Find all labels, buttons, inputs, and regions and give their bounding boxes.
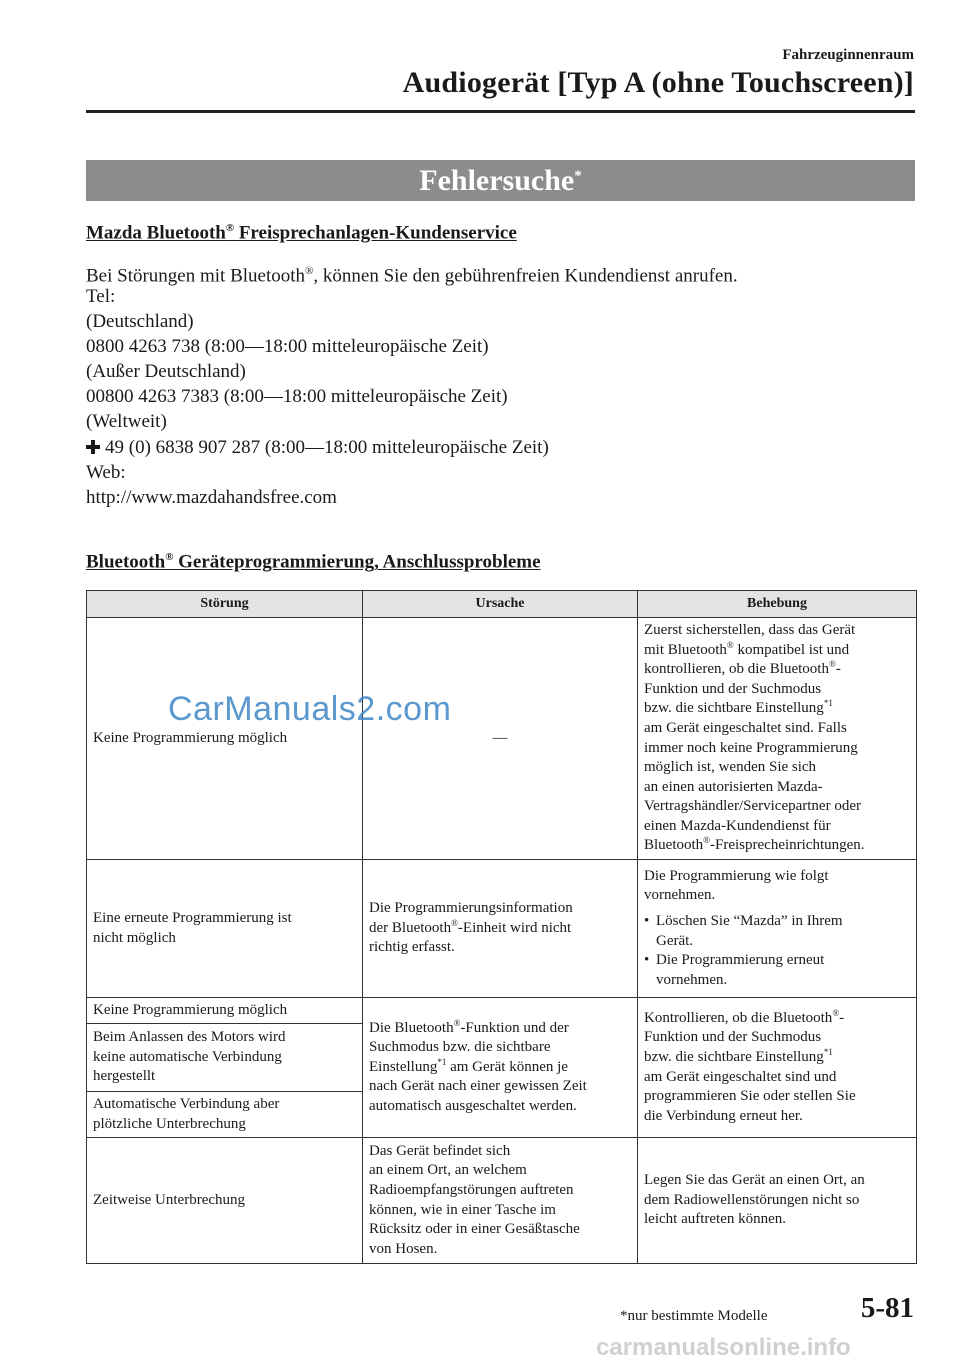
text-line: Die Bluetooth xyxy=(369,1019,454,1036)
text-line: -Freisprecheinrichtungen. xyxy=(710,837,865,854)
footnote-ref: *1 xyxy=(823,698,833,709)
text-line: Einstellung xyxy=(369,1058,438,1075)
de-number: 0800 4263 738 (8:00—18:00 mitteleuropäische Zeit) xyxy=(86,336,489,357)
row3-behebung xyxy=(638,998,917,1138)
intro-pre: Bei Störungen mit Bluetooth xyxy=(86,265,306,287)
text-line: Die Programmierung erneut xyxy=(656,952,825,969)
col-header-behebung: Behebung xyxy=(638,591,917,618)
reg-mark: ® xyxy=(453,1017,461,1028)
row3-stoerung-b xyxy=(87,1024,363,1092)
text-line: Kontrollieren, ob die Bluetooth xyxy=(644,1009,833,1026)
text-line: programmieren Sie oder stellen Sie xyxy=(644,1088,856,1105)
section-banner xyxy=(86,160,915,201)
service-heading-pre: Mazda Bluetooth xyxy=(86,222,226,244)
reg-mark: ® xyxy=(726,639,734,650)
text-line: bzw. die sichtbare Einstellung xyxy=(644,700,824,717)
world-label: (Weltweit) xyxy=(86,411,167,432)
page-title: Audiogerät [Typ A (ohne Touchscreen)] xyxy=(402,66,914,99)
reg-mark: ® xyxy=(165,551,174,563)
de-label: (Deutschland) xyxy=(86,311,194,332)
row2-stoerung xyxy=(87,860,363,998)
text-line: Die Programmierungsinformation xyxy=(369,900,573,917)
text-line: bzw. die sichtbare Einstellung xyxy=(644,1048,824,1065)
text-line: -Funktion und der xyxy=(460,1019,569,1036)
text-line: möglich ist, wenden Sie sich xyxy=(644,759,817,776)
row1-behebung xyxy=(638,618,917,860)
text-line: am Gerät eingeschaltet sind. Falls xyxy=(644,719,847,736)
table-row xyxy=(87,1138,917,1264)
reg-mark: ® xyxy=(832,1007,840,1018)
text-line: Zuerst sicherstellen, dass das Gerät xyxy=(644,621,856,638)
text-line: an einen autorisierten Mazda- xyxy=(644,778,823,795)
pairing-heading-post: Geräteprogrammierung, Anschlussprobleme xyxy=(173,551,541,573)
text-line: - xyxy=(835,661,841,678)
section-label: Fahrzeuginnenraum xyxy=(782,47,914,63)
watermark-online: carmanualsonline.info xyxy=(596,1334,851,1361)
service-intro xyxy=(86,259,738,288)
text-line: mit Bluetooth xyxy=(644,641,727,658)
table-row xyxy=(87,860,917,998)
web-url[interactable]: http://www.mazdahandsfree.com xyxy=(86,487,337,508)
text-line: Beim Anlassen des Motors wird xyxy=(93,1029,286,1046)
text-line: der Bluetooth xyxy=(369,919,452,936)
col-header-ursache: Ursache xyxy=(363,591,638,618)
row1-ursache: — xyxy=(363,618,638,860)
text-line: automatisch ausgeschaltet werden. xyxy=(369,1097,577,1114)
watermark-carmanuals: CarManuals2.com xyxy=(168,690,452,728)
text-line: Suchmodus bzw. die sichtbare xyxy=(369,1039,551,1056)
text-line: plötzliche Unterbrechung xyxy=(93,1115,246,1132)
text-line: -Einheit wird nicht xyxy=(457,919,572,936)
text-line: Funktion und der Suchmodus xyxy=(644,680,822,697)
text-line: Automatische Verbindung aber xyxy=(93,1095,280,1112)
text-line: Eine erneute Programmierung ist xyxy=(93,909,292,926)
row3-stoerung-a: Keine Programmierung möglich xyxy=(87,998,363,1024)
pairing-heading-pre: Bluetooth xyxy=(86,551,166,573)
text-line: keine automatische Verbindung xyxy=(93,1048,282,1065)
row4-behebung xyxy=(638,1138,917,1264)
text-line: können, wie in einer Tasche im xyxy=(369,1201,556,1218)
service-heading xyxy=(86,222,517,244)
banner-mark: * xyxy=(574,168,582,184)
row3-stoerung-c xyxy=(87,1092,363,1138)
text-line: vornehmen. xyxy=(656,971,728,988)
service-heading-post: Freisprechanlagen-Kundenservice xyxy=(234,222,517,244)
reg-mark: ® xyxy=(451,917,458,928)
pairing-heading xyxy=(86,551,541,573)
row1-stoerung: Keine Programmierung möglich xyxy=(87,618,363,860)
text-line: am Gerät können je xyxy=(446,1058,568,1075)
list-item xyxy=(644,951,910,990)
bullet-list xyxy=(644,912,910,990)
text-line: Löschen Sie “Mazda” in Ihrem xyxy=(656,912,843,929)
text-line: hergestellt xyxy=(93,1068,156,1085)
reg-mark: ® xyxy=(305,265,314,277)
text-line: immer noch keine Programmierung xyxy=(644,739,858,756)
row2-behebung xyxy=(638,860,917,998)
reg-mark: ® xyxy=(225,222,235,234)
text-line: nicht möglich xyxy=(93,929,176,946)
world-number: 49 (0) 6838 907 287 (8:00—18:00 mitteleuropäische Zeit) xyxy=(105,437,549,458)
intro-post: , können Sie den gebührenfreien Kundendienst anrufen. xyxy=(313,265,738,287)
row4-stoerung: Zeitweise Unterbrechung xyxy=(87,1138,363,1264)
table-row xyxy=(87,998,917,1024)
world-number-line xyxy=(86,436,549,460)
text-line: an einem Ort, an welchem xyxy=(369,1162,527,1179)
row4-ursache xyxy=(363,1138,638,1264)
text-line: dem Radiowellenstörungen nicht so xyxy=(644,1191,860,1208)
text-line: Rücksitz oder in einer Gesäßtasche xyxy=(369,1221,580,1238)
banner-title: Fehlersuche xyxy=(419,164,575,197)
text-line: Legen Sie das Gerät an einen Ort, an xyxy=(644,1172,865,1189)
row2-ursache xyxy=(363,860,638,998)
ausser-label: (Außer Deutschland) xyxy=(86,361,246,382)
web-label: Web: xyxy=(86,462,126,483)
header-divider xyxy=(86,110,915,113)
plus-icon xyxy=(86,440,100,454)
row3-ursache xyxy=(363,998,638,1138)
page-number: 5-81 xyxy=(860,1292,914,1324)
text-line: Bluetooth xyxy=(644,837,704,854)
text-line: Gerät. xyxy=(656,932,694,949)
text-line: kontrollieren, ob die Bluetooth xyxy=(644,661,829,678)
text-line: Radioempfangstörungen auftreten xyxy=(369,1181,574,1198)
footnote-ref: *1 xyxy=(437,1056,447,1067)
footnote: *nur bestimmte Modelle xyxy=(620,1308,768,1324)
tel-label: Tel: xyxy=(86,286,116,307)
reg-mark: ® xyxy=(703,835,711,846)
reg-mark: ® xyxy=(828,659,836,670)
text-line: Die Programmierung wie folgt xyxy=(644,867,829,884)
text-line: vornehmen. xyxy=(644,887,716,904)
text-line: leicht auftreten können. xyxy=(644,1211,787,1228)
footnote-ref: *1 xyxy=(823,1046,833,1057)
text-line: von Hosen. xyxy=(369,1240,438,1257)
text-line: die Verbindung erneut her. xyxy=(644,1107,803,1124)
text-line: - xyxy=(839,1009,845,1026)
table-header-row xyxy=(87,591,917,618)
text-line: Das Gerät befindet sich xyxy=(369,1142,511,1159)
text-line: Funktion und der Suchmodus xyxy=(644,1029,822,1046)
text-line: kompatibel ist und xyxy=(733,641,850,658)
text-line: richtig erfasst. xyxy=(369,939,455,956)
list-item xyxy=(644,912,910,951)
text-line: einen Mazda-Kundendienst für xyxy=(644,817,831,834)
table-row xyxy=(87,618,917,860)
col-header-stoerung: Störung xyxy=(87,591,363,618)
text-line: Vertragshändler/Servicepartner oder xyxy=(644,798,861,815)
text-line: am Gerät eingeschaltet sind und xyxy=(644,1068,837,1085)
ausser-number: 00800 4263 7383 (8:00—18:00 mitteleuropäische Zeit) xyxy=(86,386,508,407)
text-line: nach Gerät nach einer gewissen Zeit xyxy=(369,1078,587,1095)
